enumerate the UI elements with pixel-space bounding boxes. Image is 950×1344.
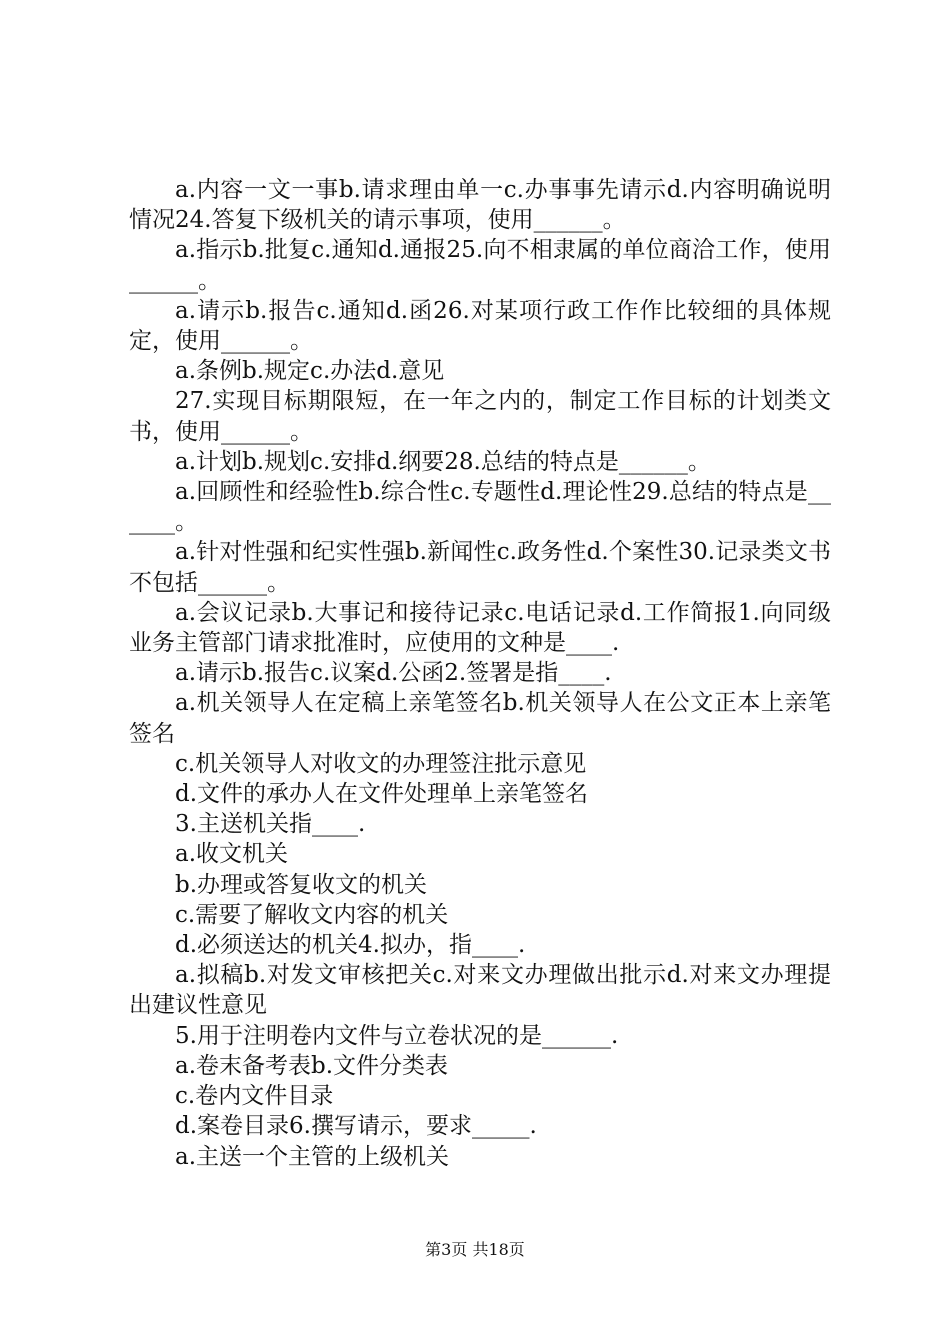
paragraph: a.会议记录b.大事记和接待记录c.电话记录d.工作简报1.向同级业务主管部门请求批准时，应使用的文种是____. bbox=[129, 599, 831, 657]
page-number-footer: 第3页 共18页 bbox=[425, 1240, 525, 1259]
document-body bbox=[129, 175, 831, 1172]
paragraph: a.机关领导人在定稿上亲笔签名b.机关领导人在公文正本上亲笔签名 bbox=[129, 690, 831, 747]
paragraph: 5.用于注明卷内文件与立卷状况的是______. bbox=[175, 1022, 619, 1049]
paragraph: a.收文机关 bbox=[175, 841, 289, 868]
paragraph: 27.实现目标期限短，在一年之内的，制定工作目标的计划类文书，使用______。 bbox=[129, 388, 831, 445]
paragraph: c.机关领导人对收文的办理签注批示意见 bbox=[175, 750, 587, 777]
paragraph: a.计划b.规划c.安排d.纲要28.总结的特点是______。 bbox=[175, 448, 711, 475]
paragraph: a.请示b.报告c.议案d.公函2.签署是指____. bbox=[175, 660, 612, 687]
paragraph: d.案卷目录6.撰写请示，要求_____. bbox=[175, 1113, 537, 1140]
paragraph: a.针对性强和纪实性强b.新闻性c.政务性d.个案性30.记录类文书不包括______。 bbox=[129, 539, 831, 596]
paragraph: a.请示b.报告c.通知d.函26.对某项行政工作作比较细的具体规定，使用______。 bbox=[129, 297, 831, 355]
paragraph: a.卷末备考表b.文件分类表 bbox=[175, 1052, 449, 1079]
paragraph: d.文件的承办人在文件处理单上亲笔签名 bbox=[175, 781, 589, 808]
paragraph: a.条例b.规定c.办法d.意见 bbox=[175, 358, 445, 385]
paragraph: a.指示b.批复c.通知d.通报25.向不相隶属的单位商洽工作，使用______。 bbox=[129, 237, 831, 294]
paragraph: d.必须送达的机关4.拟办，指____. bbox=[175, 932, 526, 959]
paragraph: a.主送一个主管的上级机关 bbox=[175, 1143, 450, 1170]
paragraph: c.卷内文件目录 bbox=[175, 1083, 334, 1110]
paragraph: c.需要了解收文内容的机关 bbox=[175, 901, 449, 928]
paragraph: a.内容一文一事b.请求理由单一c.办事事先请示d.内容明确说明情况24.答复下级机关的请示事项，使用______。 bbox=[129, 177, 831, 234]
paragraph: a.拟稿b.对发文审核把关c.对来文办理做出批示d.对来文办理提出建议性意见 bbox=[129, 962, 831, 1019]
paragraph: 3.主送机关指____. bbox=[175, 811, 366, 838]
paragraph: b.办理或答复收文的机关 bbox=[175, 871, 428, 898]
paragraph: a.回顾性和经验性b.综合性c.专题性d.理论性29.总结的特点是______。 bbox=[129, 479, 831, 536]
